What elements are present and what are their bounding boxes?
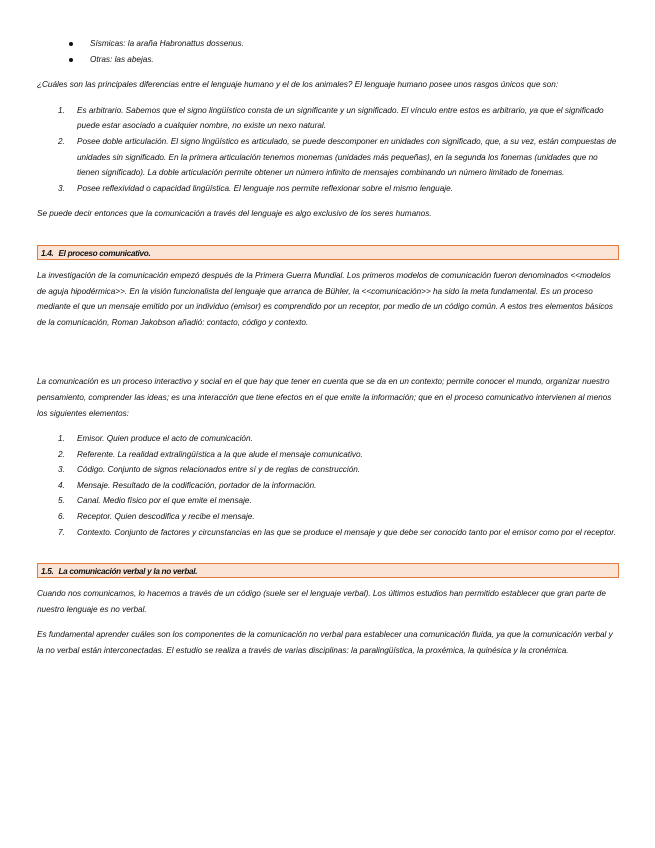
section-number: 1.5. xyxy=(41,567,54,577)
paragraph-codigo: Cuando nos comunicamos, lo hacemos a través de un código (suele ser el lenguaje verbal). Los últimos estudios han permitido establecer que gran parte de nuestro lenguaje es no verbal. xyxy=(37,589,606,614)
item-text: Referente. La realidad extralingüística a la que alude el mensaje comunicativo. xyxy=(77,449,363,459)
item-text: Posee reflexividad o capacidad lingüística. El lenguaje nos permite reflexionar sobre el mismo lenguaje. xyxy=(77,183,453,193)
section-title: El proceso comunicativo. xyxy=(58,248,151,258)
list-item xyxy=(58,103,619,134)
list-item xyxy=(58,447,619,463)
item-text: Emisor. Quien produce el acto de comunicación. xyxy=(77,434,253,444)
bullet-item: Sísmicas: la araña Habronattus dossenus. xyxy=(69,36,619,52)
list-item xyxy=(58,478,619,494)
item-text: Canal. Medio físico por el que emite el mensaje. xyxy=(77,496,252,506)
section-heading-comunicacion-verbal xyxy=(37,563,619,578)
item-number: 6. xyxy=(58,512,65,522)
section-heading-proceso xyxy=(37,245,619,260)
list-item xyxy=(58,462,619,478)
section-number: 1.4. xyxy=(41,248,54,258)
list-item xyxy=(58,181,619,197)
item-number: 3. xyxy=(58,183,65,193)
list-rasgos xyxy=(37,103,619,197)
item-text: Código. Conjunto de signos relacionados entre sí y de reglas de construcción. xyxy=(77,465,361,475)
item-number: 1. xyxy=(58,105,65,115)
list-item xyxy=(58,525,619,541)
list-item xyxy=(58,134,619,181)
item-number: 1. xyxy=(58,434,65,444)
item-text: Contexto. Conjunto de factores y circunstancias en las que se produce el mensaje y que debe ser conocido tanto por el emisor como por el receptor. xyxy=(77,527,617,537)
paragraph-investigacion: La investigación de la comunicación empezó después de la Primera Guerra Mundial. Los primeros modelos de comunicación fueron denominados <<modelos de aguja hipodérmica>>. En la visión funcionalista del lenguaje que arranca de Bühler, la <<comunicación>> ha sido la meta fundamental. Es un proceso mediante el que un mensaje emitido por un individuo (emisor) es comprendido por un receptor, por medio de un código común. A estos tres elementos básicos de la comunicación, Roman Jakobson añadió: contacto, código y contexto. xyxy=(37,270,614,327)
list-item xyxy=(58,509,619,525)
bullet-list-senales xyxy=(37,36,619,67)
paragraph-diferencias: ¿Cuáles son las principales diferencias entre el lenguaje humano y el de los animales? El lenguaje humano posee unos rasgos únicos que son: xyxy=(37,80,559,90)
list-item xyxy=(58,431,619,447)
list-elementos xyxy=(37,431,619,540)
item-number: 4. xyxy=(58,480,65,490)
list-item xyxy=(58,493,619,509)
item-text: Es arbitrario. Sabemos que el signo lingüístico consta de un significante y un significado. El vínculo entre estos es arbitrario, ya que el significado puede estar asociado a cualquier nombre, no existe un nexo natural. xyxy=(77,105,604,131)
item-text: Mensaje. Resultado de la codificación, portador de la información. xyxy=(77,480,317,490)
paragraph-fundamental: Es fundamental aprender cuáles son los componentes de la comunicación no verbal para establecer una comunicación fluida, ya que la comunicación verbal y la no verbal están interconectadas. El estudio se realiza a través de varias disciplinas: la paralingüística, la proxémica, la quinésica y la cronémica. xyxy=(37,630,613,656)
item-number: 5. xyxy=(58,496,65,506)
item-number: 7. xyxy=(58,527,65,537)
section-title: La comunicación verbal y la no verbal. xyxy=(58,567,198,577)
item-number: 2. xyxy=(58,136,65,146)
item-text: Posee doble articulación. El signo lingüístico es articulado, se puede descomponer en unidades con significado, que, a su vez, están compuestas de unidades sin significado. En la primera articulación tenemos monemas (unidades más pequeñas), en la segunda los fonemas (unidades que no tienen significado). La doble articulación permite obtener un número infinito de mensajes combinando un número limitado de fonemas. xyxy=(77,136,617,178)
paragraph-conclusion: Se puede decir entonces que la comunicación a través del lenguaje es algo exclusivo de los seres humanos. xyxy=(37,209,432,219)
bullet-item: Otras: las abejas. xyxy=(69,52,619,68)
item-number: 2. xyxy=(58,449,65,459)
item-text: Receptor. Quien descodifica y recibe el mensaje. xyxy=(77,512,255,522)
paragraph-proceso: La comunicación es un proceso interactivo y social en el que hay que tener en cuenta que se da en un contexto; permite conocer el mundo, organizar nuestro pensamiento, comprender las ideas; es una interacción que tiene efectos en el que emite la información; que en el proceso comunicativo intervienen al menos los siguientes elementos: xyxy=(37,377,612,418)
item-number: 3. xyxy=(58,465,65,475)
